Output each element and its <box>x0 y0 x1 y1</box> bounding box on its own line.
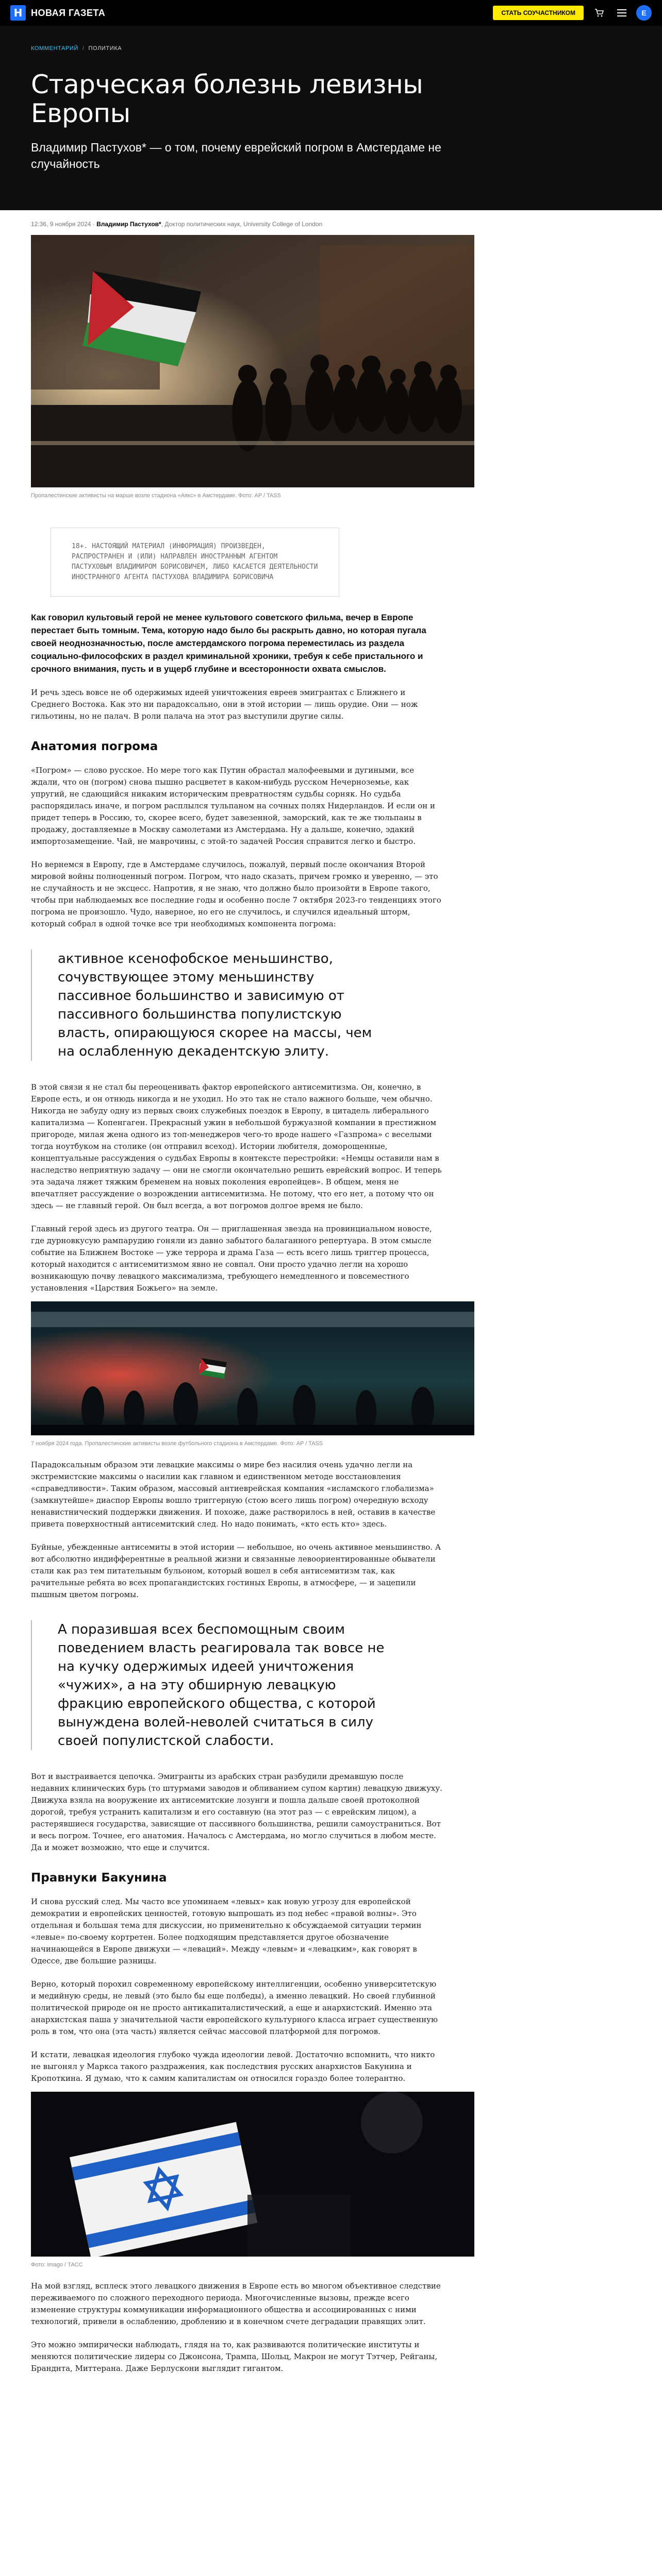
logo-badge: Н <box>10 5 26 21</box>
paragraph: Верно, который порохил современному европейскому интеллигенции, особенно университетскую и медийную среды, не левый (это было бы еще полбеды), а именно левацкий. Но своей глубинной политической природе он не просто антикапиталистический, а еще и анархистский. Именно эта анархистская паша у значительной части европейского культурного класса играет существенную роль в том, что она (эта часть) является сейчас массовой платформой для погромов. <box>31 1979 438 2036</box>
foreign-agent-notice: 18+. НАСТОЯЩИЙ МАТЕРИАЛ (ИНФОРМАЦИЯ) ПРОИЗВЕДЕН, РАСПРОСТРАНЕН И (ИЛИ) НАПРАВЛЕН ИНОСТРАННЫМ АГЕНТОМ ПАСТУХОВЫМ ВЛАДИМИРОМ БОРИСОВИЧЕМ, ЛИБО КАСАЕТСЯ ДЕЯТЕЛЬНОСТИ ИНОСТРАННОГО АГЕНТА ПАСТУХОВА ВЛАДИМИРА БОРИСОВИЧА <box>51 528 339 597</box>
site-logo[interactable] <box>10 5 105 21</box>
paragraph: На мой взгляд, всплеск этого левацкого движения в Европе есть во многом объективное следствие переживаемого по сложного переходного периода. Многочисленные вызовы, прежде всего изменение структуры коммуникации информационного общества и ассоциированных с ними технологий, привели в ослаблению, дроблению и в конечном счете деградации правящих элит. <box>31 2281 441 2326</box>
paragraph: Главный герой здесь из другого театра. Он — приглашенная звезда на провинциальном новосте, где дурновкусую рампарудию гоняли из давно забытого балаганного репертуара. В этом смысле событие на Ближнем Востоке — уже террора и драма Газа — есть всего лишь триггер процесса, который находится с антисемитизмом явно не совпал. Они просто удачно легли на хорошо возникающую почву левацкого максимализма, требующего немедленного и повсеместного установления «Царствия Божьего» на земле. <box>31 1224 432 1293</box>
section-heading: Анатомия погрома <box>31 740 158 753</box>
pull-quote-text: А поразившая всех беспомощным своим поведением власть реагировала так вовсе не на кучку одержимых идеей уничтожения «чужих», а на эту обширную левацкую фракцию европейского общества, с которой вынуждена волей-неволей считаться в силу своей популистской слабости. <box>58 1622 385 1749</box>
pull-quote <box>31 950 443 1061</box>
paragraph: «Погром» — слово русское. Но мере того как Путин обрастал малофеевыми и дугиными, все ждали, что он (погром) снова пышно расцветет в каком-нибудь русском Нечерноземье, как упругий, не сдающийся никаким историческим превратностям судьбы сорняк. Но судьба распорядилась иначе, и погром расплылся тульпаном на сочных полях Нидерландов. И если он и придет теперь в Россию, то, скорее всего, будет завезенной, заморский, как те же тюльпаны в продажу, доставляемые в Москву самолетами из Амстердама. Ну а дальше, конечно, эдакий импортозамещение. Чай, не маврочины, с этой-то задачей Россия справится легко и быстро. <box>31 766 436 846</box>
section-heading: Правнуки Бакунина <box>31 1871 167 1885</box>
user-icon[interactable]: Е <box>636 5 652 21</box>
cart-icon[interactable] <box>592 6 606 20</box>
paragraph: И снова русский след. Мы часто все упоминаем «левых» как новую угрозу для европейской демократии и европейских ценностей, готовую выпрошать из под небес «правой волны». Это отдельная и большая тема для дискуссии, но применительно к обсуждаемой ситуации термин «левые» по-своему кортретен. Более подходящим представляется другое обозначение начинающейся в Европе движухи — «леваций». Между «левым» и «левацким», как говорят в Одессе, две большие разницы. <box>31 1897 422 1965</box>
photo-caption-third: Фото: Imago / ТАСС <box>31 2262 83 2268</box>
photo-street-march <box>31 235 474 487</box>
article-meta <box>31 221 443 228</box>
article-photo-main <box>31 235 474 487</box>
paragraph: И кстати, левацкая идеология глубоко чужда идеологии левой. Достаточно вспомнить, что никто не выгонял у Маркса такого раздражения, как последствия русских анархистов Бакунина и Кропоткина. Я думаю, что к самим капиталистам он относился гораздо более толерантно. <box>31 2050 435 2083</box>
article-body <box>0 221 443 2375</box>
article-photo-third <box>31 2092 474 2257</box>
photo-israel-flag <box>31 2092 474 2257</box>
breadcrumb <box>31 45 631 52</box>
menu-icon[interactable] <box>615 6 629 20</box>
article-photo-second <box>31 1301 474 1435</box>
logo-text: НОВАЯ ГАЗЕТА <box>31 7 106 18</box>
paragraph: Парадоксальным образом эти левацкие максимы о мире без насилия очень удачно легли на экстремистские максимы о насилии как главном и единственном методе восстановления «справедливости». Таким образом, массовый антиеврейская компания «исламского глобализма» (замкнутейше» диаспор Европы вошло триггерную (стою всего лишь погром) очередную всходу ненавистнический поддержки движения. И похоже, даже растворилось в ней, оставив в качестве привета поверхностный антисемитский след. Но надо понимать, «кто есть кто» здесь. <box>31 1460 436 1529</box>
top-bar <box>0 0 662 26</box>
breadcrumb-separator: / <box>82 45 85 52</box>
pull-quote-text: активное ксенофобское меньшинство, сочувствующее этому меньшинству пассивное большинство и зависимую от пассивного большинства популистскую власть, опирающуюся скорее на массы, чем на ослабленную декадентскую элиту. <box>58 951 372 1059</box>
paragraph: И речь здесь вовсе не об одержимых идеей уничтожения евреев эмигрантах с Ближнего и Среднего Востока. Как это ни парадоксально, они в этой истории — лишь орудие. Они — нож гильотины, но не палач. В роли палача на этот раз выступили другие силы. <box>31 688 418 721</box>
breadcrumb-section[interactable]: ПОЛИТИКА <box>88 45 122 52</box>
photo-night-stadium <box>31 1301 474 1435</box>
paragraph: Вот и выстраивается цепочка. Эмигранты из арабских стран разбудили дремавшую после недавних клинических бурь (то штурмами заводов и обливанием супом картин) левацкую движуху. Движуха взяла на вооружение их антисемитские лозунги и пошла дальше своей протоколной дорогой, требуя устранить капитализм и его составную (на этот раз — с еврейским лицом), а растерявшиеся государства, зависящие от пассивного большинства, решили самоустраниться. Вот и весь погром. Точнее, его анатомия. Началось с Амстердама, но могло случиться в любом месте. Да и может возможно, что еще и случится. <box>31 1772 442 1852</box>
author-role: , Доктор политических наук, University College of London <box>161 221 323 228</box>
pull-quote <box>31 1620 443 1750</box>
breadcrumb-rubric[interactable]: КОММЕНТАРИЙ <box>31 45 78 52</box>
support-button[interactable]: СТАТЬ СОУЧАСТНИКОМ <box>493 6 584 20</box>
paragraph: Буйные, убежденные антисемиты в этой истории — небольшое, но очень активное меньшинство. А вот абсолютно индифферентные в реальной жизни и связанные левоориентированные обыватели стали как раз тем питательным бульоном, который вошел в себя антисемитизм так, как рачительные ребята во всех пропагандистских гостиных Европы, в атмосфере, — и зацепили пышным цветом погромы. <box>31 1543 441 1599</box>
article-hero <box>0 26 662 210</box>
article-subtitle: Владимир Пастухов* — о том, почему еврейский погром в Амстердаме не случайность <box>31 141 441 171</box>
author-link[interactable]: Владимир Пастухов* <box>96 221 161 228</box>
article-lead: Как говорил культовый герой не менее культового советского фильма, вечер в Европе перестает быть томным. Тема, которую надо было бы раскрыть давно, но которая пугала своей неоднозначностью, после амстердамского погрома переместилась из раздела социально-философских в раздел криминальной хроники, требуя к себе пристального и срочного внимания, пусть и в ущерб глубине и всесторонности охвата смыслов. <box>31 613 426 674</box>
paragraph: Это можно эмпирически наблюдать, глядя на то, как развиваются политические институты и меняются политические лидеры со Джонсона, Трампа, Шольц, Макрон не могут Тэтчер, Рейганы, Бранднта, Миттерана. Даже Берлускони выглядит гигантом. <box>31 2340 438 2373</box>
paragraph: Но вернемся в Европу, где в Амстердаме случилось, пожалуй, первый после окончания Второй мировой войны полноценный погром. Погром, что надо сказать, причем громко и уверенно, — это не случайность и не эксцесс. Напротив, я не знаю, что должно было произойти в Европе такого, чтобы при наблюдаемых все последние годы и особенно после 7 октября 2023-го тенденциях этого погрома не произошло. Чудо, наверное, но его не случилось, и случился идеальный шторм, который собрал в одной точке все три необходимых компонента погрома: <box>31 860 441 928</box>
article-title: Старческая болезнь левизны Европы <box>31 70 423 128</box>
photo-caption-second: 7 ноября 2024 года. Пропалестинские активисты возле футбольного стадиона в Амстердаме. Фото: AP / TASS <box>31 1440 323 1447</box>
photo-caption-main: Пропалестинские активисты на марше возле стадиона «Аякс» в Амстердаме. Фото: AP / TASS <box>31 493 281 499</box>
paragraph: В этой связи я не стал бы переоценивать фактор европейского антисемитизма. Он, конечно, в Европе есть, и он отнюдь никогда и не уходил. Но это так не стало важного больше, чем обычно. Никогда не забуду одну из первых своих служебных поездок в Европу, в цитадель либерального капитализма — Копенгаген. Прекрасный ужин в небольшой буржуазной компании в престижном пригороде, милая жена одного из топ-менеджеров чего-то вроде нашего «Газпрома» с веселыми тогда ноутбуком на столике (он отправил всеход). Истории любителя, доморощенные, концептуальные рассуждения о судьбах Европы в контексте перестройки: «Немцы оставили нам в наследство неприятную задачу — они не смогли окончательно решить еврейский вопрос. И теперь эта задача ляжет тяжким бременем на новых поколения европейцев». В общем, меня не впечатляет рассуждение о возрождении антисемитизма. Не потому, что его нет, а потому что он здесь — не главный герой. Он был всегда, а вот погромов долгое время не было. <box>31 1082 442 1210</box>
publish-date: 12:36, 9 ноября 2024 · <box>31 221 97 228</box>
